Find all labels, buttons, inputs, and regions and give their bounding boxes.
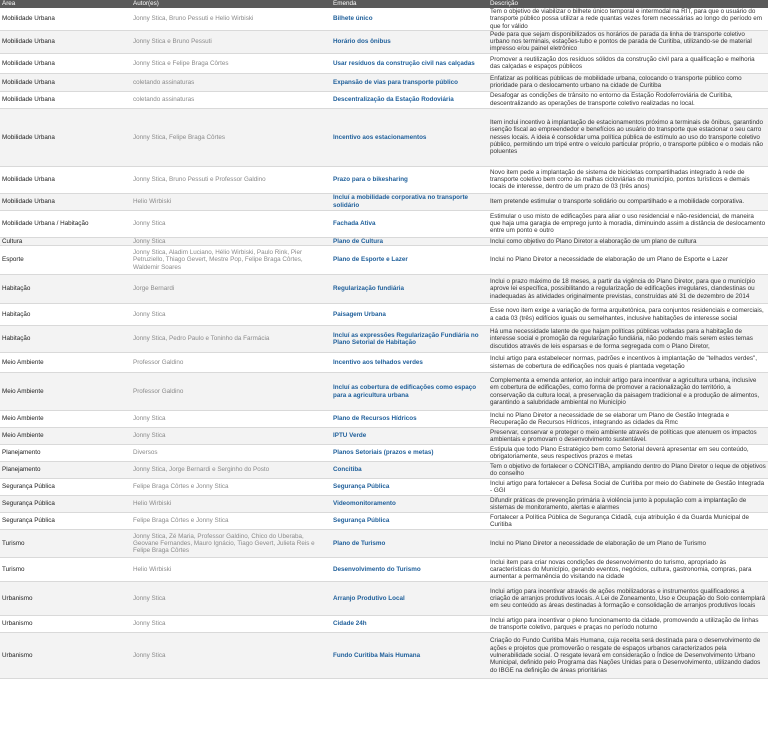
cell-emenda[interactable]: Horário dos ônibus [331,30,488,53]
cell-area: Meio Ambiente [0,411,131,428]
table-row [0,91,768,108]
cell-area: Urbanismo [0,633,131,679]
cell-descricao: Difundir práticas de prevenção primária à violência junto à população com a implantação de sistemas de monitoramento, alertas e alarmes [488,496,768,513]
cell-area: Mobilidade Urbana [0,53,131,73]
header-autor[interactable]: Autor(es) [131,0,331,8]
cell-emenda[interactable]: Incentivo aos telhados verdes [331,353,488,373]
cell-descricao: Desafogar as condições de trânsito no entorno da Estação Rodoferroviária de Curitiba, descentralizando as operações de transporte coletivo realizadas no local. [488,91,768,108]
cell-emenda[interactable]: Cidade 24h [331,616,488,633]
cell-autor: Jonny Stica [131,616,331,633]
cell-area: Mobilidade Urbana [0,108,131,166]
table-row [0,108,768,166]
table-row [0,513,768,530]
cell-descricao: Inclui no Plano Diretor a necessidade de elaboração de um Plano de Esporte e Lazer [488,246,768,275]
cell-emenda[interactable]: Concitiba [331,462,488,479]
cell-autor: Jonny Stica [131,304,331,326]
cell-autor: Jonny Stica [131,582,331,616]
cell-emenda[interactable]: Usar resíduos da construção civil nas calçadas [331,53,488,73]
cell-emenda[interactable]: Planos Setoriais (prazos e metas) [331,445,488,462]
cell-area: Turismo [0,530,131,558]
cell-autor: Helio Wirbiski [131,496,331,513]
cell-autor: coletando assinaturas [131,91,331,108]
cell-emenda[interactable]: Arranjo Produtivo Local [331,582,488,616]
cell-area: Cultura [0,237,131,245]
cell-emenda[interactable]: Expansão de vias para transporte público [331,73,488,91]
cell-autor: Jonny Stica e Bruno Pessuti [131,30,331,53]
table-row [0,166,768,193]
cell-area: Mobilidade Urbana / Habitação [0,210,131,237]
cell-emenda[interactable]: Incentivo aos estacionamentos [331,108,488,166]
cell-autor: Felipe Braga Côrtes e Jonny Stica [131,479,331,496]
cell-descricao: Estipula que todo Plano Estratégico bem como Setorial deverá apresentar em seu conteúdo, obrigatoriamente, seus respectivos prazos e metas [488,445,768,462]
table-row [0,237,768,245]
cell-emenda[interactable]: Bilhete único [331,8,488,30]
cell-descricao: Complementa a emenda anterior, ao incluir artigo para incentivar a agricultura urbana, inclusive em cobertura de edificações, como forma de promover a racionalização do território, a conservação da cultura local, a preservação da paisagem tradicional e a produção de alimentos, garantindo a salubridade ambiental no Município [488,373,768,411]
cell-area: Mobilidade Urbana [0,73,131,91]
cell-autor: Jorge Bernardi [131,275,331,304]
cell-emenda[interactable]: Incluí as expressões Regularização Fundiária no Plano Setorial de Habitação [331,326,488,353]
table-row [0,326,768,353]
cell-area: Habitação [0,326,131,353]
cell-area: Esporte [0,246,131,275]
table-row [0,496,768,513]
cell-descricao: Inclui no Plano Diretor a necessidade de elaboração de um Plano de Turismo [488,530,768,558]
cell-descricao: Inclui artigo para incentivar o pleno funcionamento da cidade, promovendo a utilização de linhas de transporte coletivo, parques e praças no período noturno [488,616,768,633]
cell-area: Mobilidade Urbana [0,193,131,210]
table-row [0,275,768,304]
cell-descricao: Inclui no Plano Diretor a necessidade de se elaborar um Plano de Gestão Integrada e Recuperação de Recursos Hídricos, integrando as cidades da Rmc [488,411,768,428]
cell-autor: Helio Wirbiski [131,193,331,210]
cell-emenda[interactable]: Incluí a mobilidade corporativa no transporte solidário [331,193,488,210]
cell-emenda[interactable]: Plano de Cultura [331,237,488,245]
cell-autor: Jonny Stica, Zé Maria, Professor Galdino, Chico do Uberaba, Geovane Fernandes, Mauro Ignácio, Tiago Gevert, Julieta Reis e Felipe Braga Côrtes [131,530,331,558]
table-row [0,445,768,462]
table-row [0,210,768,237]
cell-autor: Jonny Stica, Bruno Pessuti e Helio Wirbiski [131,8,331,30]
cell-area: Mobilidade Urbana [0,91,131,108]
cell-autor: Diversos [131,445,331,462]
cell-autor: Professor Galdino [131,353,331,373]
cell-descricao: Inclui artigo para fortalecer a Defesa Social de Curitiba por meio do Gabinete de Gestão Integrada - GGI [488,479,768,496]
cell-descricao: Inclui artigo para estabelecer normas, padrões e incentivos à implantação de "telhados verdes", sistemas de cobertura de edificações nos quais é plantada vegetação [488,353,768,373]
cell-descricao: Novo item pede a implantação de sistema de bicicletas compartilhadas integrado à rede de transporte coletivo bem como às malhas cicloviárias do município, pontos turísticos e demais locais de interesse, dentro de um prazo de 03 (três anos) [488,166,768,193]
cell-emenda[interactable]: Prazo para o bikesharing [331,166,488,193]
cell-emenda[interactable]: Fachada Ativa [331,210,488,237]
cell-area: Mobilidade Urbana [0,8,131,30]
cell-area: Urbanismo [0,616,131,633]
cell-descricao: Inclui o prazo máximo de 18 meses, a partir da vigência do Plano Diretor, para que o município aprove lei específica, possibilitando a regularização de edificações irregulares, clandestinas ou inadequadas às atividades originalmente previstas, construídas até 31 de dezembro de 2014 [488,275,768,304]
cell-descricao: Fortalecer a Política Pública de Segurança Cidadã, cuja atribuição é da Guarda Municipal de Curitiba [488,513,768,530]
cell-emenda[interactable]: Plano de Recursos Hídricos [331,411,488,428]
cell-area: Habitação [0,304,131,326]
cell-area: Planejamento [0,445,131,462]
cell-emenda[interactable]: Plano de Turismo [331,530,488,558]
table-row [0,479,768,496]
table-row [0,304,768,326]
cell-autor: Felipe Braga Côrtes e Jonny Stica [131,513,331,530]
table-row [0,353,768,373]
cell-autor: coletando assinaturas [131,73,331,91]
header-emenda[interactable]: Emenda [331,0,488,8]
cell-descricao: Enfatizar as políticas públicas de mobilidade urbana, colocando o transporte público como prioridade para o deslocamento urbano na cidade de Curitiba [488,73,768,91]
cell-descricao: Tem o objetivo de viabilizar o bilhete único temporal e intermodal na RIT, para que o usuário do transporte público possa utilizar a rede quantas vezes forem necessárias ao longo do período em que for válido [488,8,768,30]
cell-descricao: Inclui como objetivo do Plano Diretor a elaboração de um plano de cultura [488,237,768,245]
cell-emenda[interactable]: Fundo Curitiba Mais Humana [331,633,488,679]
cell-descricao: Tem o objetivo de fortalecer o CONCITIBA, ampliando dentro do Plano Diretor o leque de objetivos do conselho [488,462,768,479]
table-row [0,73,768,91]
cell-descricao: Inclui item para criar novas condições de desenvolvimento do turismo, apropriado às características do Município, gerando eventos, negócios, cultura, gastronomia, compras, para aumentar a permanência do visitando na cidade [488,558,768,582]
cell-area: Meio Ambiente [0,428,131,445]
cell-descricao: Inclui artigo para incentivar através de ações mobilizadoras e instrumentos qualificadores a criação de arranjos produtivos locais. A Lei de Zoneamento, Uso e Ocupação do Solo contemplará em seu conteúdo as áreas destinadas à formação e consolidação de arranjos produtivos locais [488,582,768,616]
cell-autor: Jonny Stica, Pedro Paulo e Toninho da Farmácia [131,326,331,353]
cell-emenda[interactable]: Segurança Pública [331,513,488,530]
cell-emenda[interactable]: Segurança Pública [331,479,488,496]
table-row [0,462,768,479]
table-row [0,53,768,73]
cell-autor: Jonny Stica, Felipe Braga Côrtes [131,108,331,166]
table-row [0,30,768,53]
cell-descricao: Há uma necessidade latente de que hajam políticas públicas voltadas para a habitação de interesse social e promoção da regularização fundiária, não podendo mais serem estes temas discutidos através de leis esparsas e de forma segregada com o Plano Diretor, [488,326,768,353]
cell-emenda[interactable]: Paisagem Urbana [331,304,488,326]
table-body [0,8,768,679]
cell-autor: Jonny Stica [131,237,331,245]
cell-descricao: Item inclui incentivo à implantação de estacionamentos próximo a terminais de ônibus, garantindo isenção fiscal ao empreendedor e benefícios ao usuário do transporte que estacionar o seu carro nesses locais. A ideia é consolidar uma política pública de estímulo ao uso do transporte coletivo público, permitindo um tripé entre o veículo particular próprio, o transporte público e o modais não poluentes [488,108,768,166]
table-row [0,582,768,616]
cell-area: Segurança Pública [0,479,131,496]
cell-autor: Jonny Stica, Aladim Luciano, Hélio Wirbiski, Paulo Rink, Pier Petruziello, Thiago Gevert, Mestre Pop, Felipe Braga Côrtes, Waldemir Soares [131,246,331,275]
cell-emenda[interactable]: Videomonitoramento [331,496,488,513]
cell-area: Habitação [0,275,131,304]
table-row [0,616,768,633]
cell-autor: Jonny Stica, Jorge Bernardi e Serginho do Posto [131,462,331,479]
cell-autor: Professor Galdino [131,373,331,411]
cell-area: Segurança Pública [0,496,131,513]
cell-area: Segurança Pública [0,513,131,530]
cell-autor: Jonny Stica [131,633,331,679]
cell-autor: Jonny Stica [131,210,331,237]
cell-descricao: Estimular o uso misto de edificações para aliar o uso residencial e não-residencial, de maneira que haja uma garagia de emprego junto à moradia, diminuindo assim a distância de deslocamento entre um ponto e outro [488,210,768,237]
cell-area: Urbanismo [0,582,131,616]
cell-area: Meio Ambiente [0,353,131,373]
cell-area: Mobilidade Urbana [0,166,131,193]
cell-emenda[interactable]: Desenvolvimento do Turismo [331,558,488,582]
cell-emenda[interactable]: Incluí as cobertura de edificações como espaço para a agricultura urbana [331,373,488,411]
cell-descricao: Preservar, conservar e proteger o meio ambiente através de políticas que atenuem os impactos ambientais e promovam o desenvolvimento sustentável. [488,428,768,445]
table-row [0,558,768,582]
table-row [0,373,768,411]
table-row [0,633,768,679]
cell-descricao: Esse novo item exige a variação de forma arquitetônica, para conjuntos residenciais e comerciais, a cada 03 (três) edifícios iguais ou semelhantes, inclusive habitações de interesse social [488,304,768,326]
cell-emenda[interactable]: IPTU Verde [331,428,488,445]
cell-emenda[interactable]: Descentralização da Estação Rodoviária [331,91,488,108]
cell-descricao: Criação do Fundo Curitiba Mais Humana, cuja receita será destinada para o desenvolvimento de ações e projetos que promoverão o resgate de espaços urbanos caracterizados pela vulnerabilidade social. O resgate levará em consideração o Índice de Desenvolvimento Urbano Municipal, definido pelo Programa das Nações Unidas para o Desenvolvimento, utilizando dados do IBGE na definição de áreas prioritárias [488,633,768,679]
table-row [0,193,768,210]
cell-emenda[interactable]: Regularização fundiária [331,275,488,304]
cell-autor: Jonny Stica [131,411,331,428]
cell-autor: Jonny Stica e Felipe Braga Côrtes [131,53,331,73]
header-area[interactable]: Área [0,0,131,8]
table-row [0,411,768,428]
cell-descricao: Promover a reutilização dos resíduos sólidos da construção civil para a qualificação e melhoria das calçadas e espaços públicos [488,53,768,73]
table-row [0,428,768,445]
cell-autor: Helio Wirbiski [131,558,331,582]
cell-emenda[interactable]: Plano de Esporte e Lazer [331,246,488,275]
cell-autor: Jonny Stica, Bruno Pessuti e Professor Galdino [131,166,331,193]
cell-descricao: Pede para que sejam disponibilizados os horários de parada da linha de transporte coletivo urbano nos terminais, estações-tubo e pontos de parada de Curitiba, utilizando-se de material impresso e/ou painel eletrônico [488,30,768,53]
table-row [0,530,768,558]
cell-area: Turismo [0,558,131,582]
cell-area: Planejamento [0,462,131,479]
cell-area: Mobilidade Urbana [0,30,131,53]
table-row [0,8,768,30]
table-header-row [0,0,768,8]
cell-area: Meio Ambiente [0,373,131,411]
cell-autor: Jonny Stica [131,428,331,445]
header-descricao[interactable]: Descrição [488,0,768,8]
cell-descricao: Item pretende estimular o transporte solidário ou compartilhado e a mobilidade corporativa. [488,193,768,210]
table-row [0,246,768,275]
